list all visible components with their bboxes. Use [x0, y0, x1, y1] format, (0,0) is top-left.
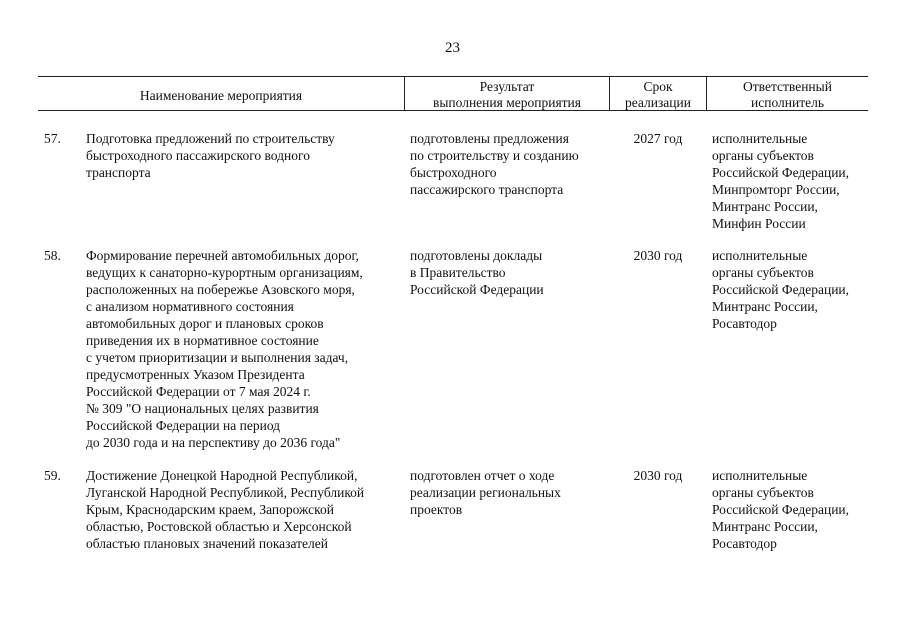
- table-header-top-rule: [38, 76, 868, 77]
- row-responsible: исполнительные органы субъектов Российской Федерации, Минтранс России, Росавтодор: [712, 248, 850, 331]
- row-name: Подготовка предложений по строительству быстроходного пассажирского водного транспорта: [86, 131, 335, 180]
- row-result: подготовлены доклады в Правительство Российской Федерации: [410, 248, 544, 297]
- row-number: 57.: [44, 131, 61, 146]
- page-number: 23: [445, 40, 460, 56]
- column-header-term: Срок реализации: [625, 79, 691, 110]
- column-header-responsible: Ответственный исполнитель: [743, 79, 832, 110]
- row-term: 2030 год: [633, 468, 683, 483]
- row-number: 58.: [44, 248, 61, 263]
- row-name: Формирование перечней автомобильных дорог, ведущих к санаторно-курортным организациям, расположенных на побережье Азовского моря, с анализом нормативного состояния автомобильных дорог и плановых сроков приведения их в нормативное состояние с учетом приоритизации и выполнения задач, предусмотренных Указом Президента Российской Федерации от 7 мая 2024 г. № 309 "О национальных целях развития Российской Федерации на период до 2030 года и на перспективу до 2036 года": [86, 248, 363, 450]
- row-term: 2027 год: [633, 131, 683, 146]
- row-term: 2030 год: [633, 248, 683, 263]
- row-result: подготовлен отчет о ходе реализации региональных проектов: [410, 468, 561, 517]
- row-responsible: исполнительные органы субъектов Российской Федерации, Минтранс России, Росавтодор: [712, 468, 850, 551]
- column-header-result: Результат выполнения мероприятия: [432, 79, 581, 110]
- row-responsible: исполнительные органы субъектов Российской Федерации, Минпромторг России, Минтранс России, Минфин России: [712, 131, 850, 231]
- row-number: 59.: [44, 468, 61, 483]
- row-name: Достижение Донецкой Народной Республикой, Луганской Народной Республикой, Республикой Крым, Краснодарским краем, Запорожской областью, Ростовской областью и Херсонской областью плановых значений показателей: [86, 468, 365, 551]
- column-header-name: Наименование мероприятия: [139, 88, 303, 103]
- row-result: подготовлены предложения по строительству и созданию быстроходного пассажирского транспорта: [410, 131, 579, 197]
